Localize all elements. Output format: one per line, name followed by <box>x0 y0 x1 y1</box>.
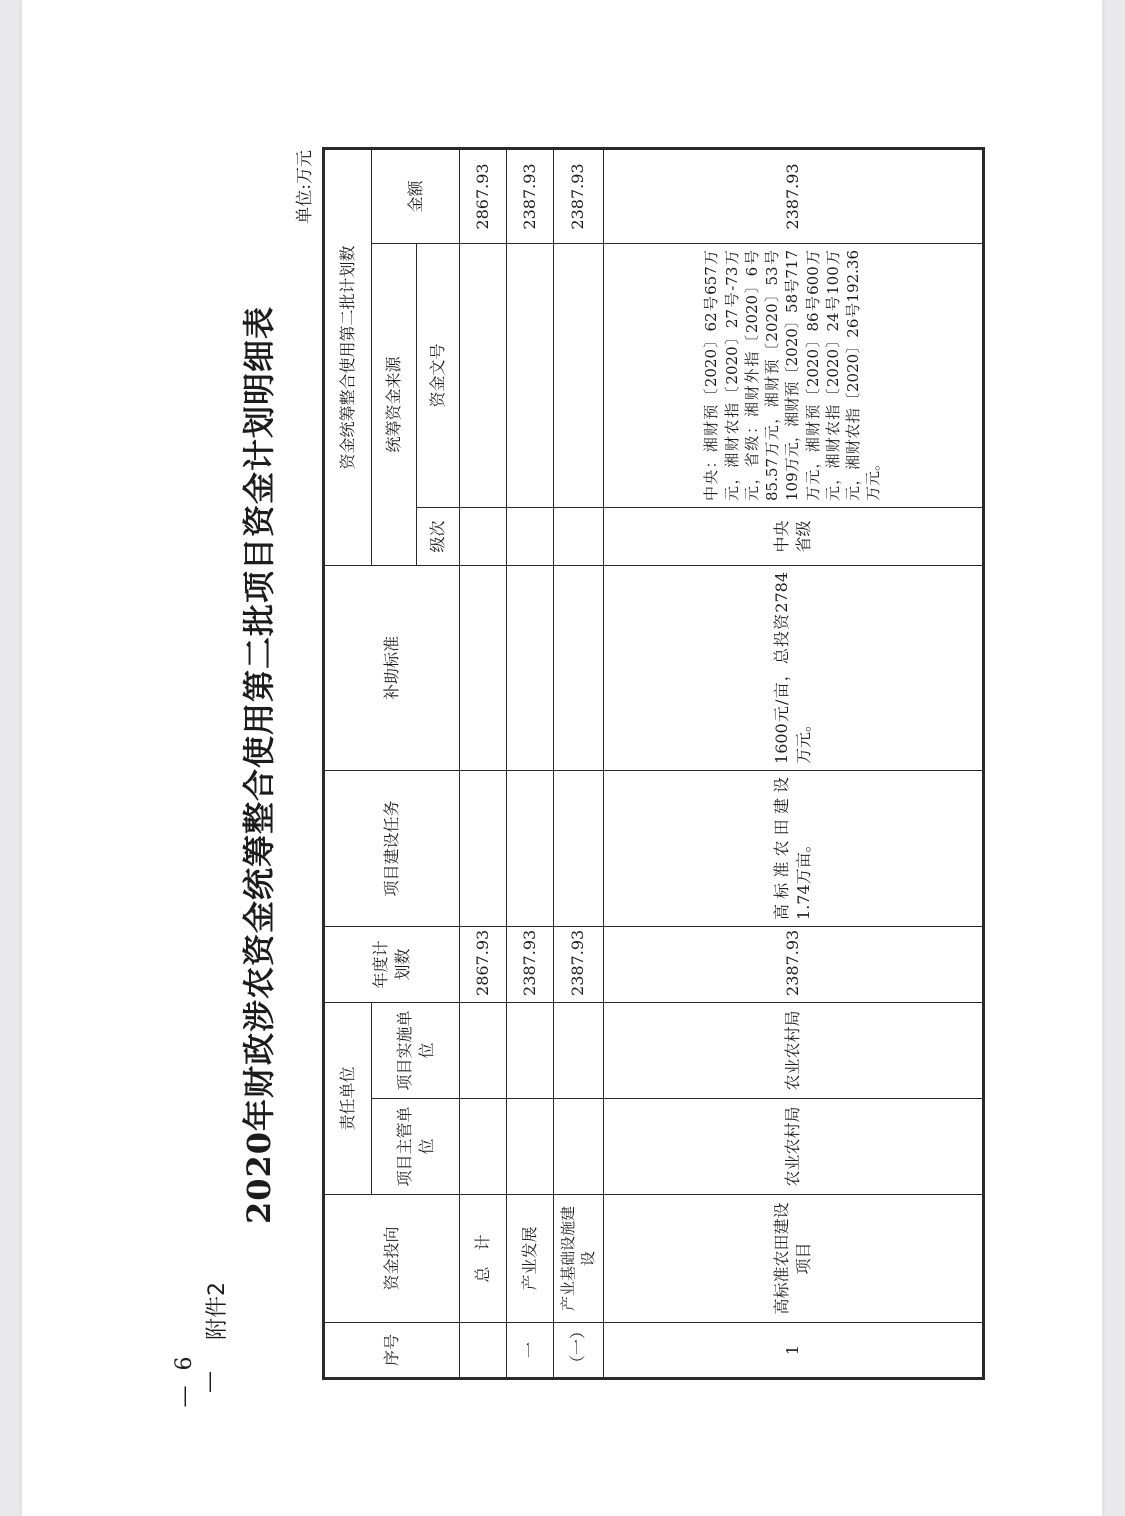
fund-plan-table <box>322 147 985 1380</box>
header-supervisor: 项目主管单位 <box>372 1099 460 1195</box>
cell-amount: 2387.93 <box>507 148 554 243</box>
cell-task <box>460 770 507 926</box>
header-implementer: 项目实施单位 <box>372 1002 460 1098</box>
cell-implementer <box>554 1002 604 1098</box>
cell-seq: （一） <box>554 1323 604 1379</box>
cell-supervisor <box>507 1099 554 1195</box>
cell-level: 中央省级 <box>603 507 983 565</box>
table-row <box>554 148 604 1378</box>
cell-doc-no <box>554 243 604 507</box>
header-integration: 资金统筹整合使用第二批计划数 <box>324 148 372 565</box>
header-task: 项目建设任务 <box>324 770 460 926</box>
header-subsidy: 补助标准 <box>324 565 460 770</box>
cell-implementer <box>460 1002 507 1098</box>
cell-level <box>460 507 507 565</box>
cell-direction: 产业发展 <box>507 1195 554 1323</box>
cell-direction: 高标准农田建设项目 <box>603 1195 983 1323</box>
cell-level <box>554 507 604 565</box>
cell-annual-plan: 2387.93 <box>554 926 604 1002</box>
table-row <box>460 148 507 1378</box>
cell-direction: 产业基础设施建设 <box>554 1195 604 1323</box>
attachment-label: 附件2 <box>205 1282 230 1340</box>
cell-direction: 总 计 <box>460 1195 507 1323</box>
header-direction: 资金投向 <box>324 1195 460 1323</box>
cell-task <box>507 770 554 926</box>
cell-subsidy <box>554 565 604 770</box>
cell-task <box>554 770 604 926</box>
document-title: 2020年财政涉农资金统筹整合使用第二批项目资金计划明细表 <box>240 305 278 1225</box>
cell-doc-no <box>507 243 554 507</box>
unit-label: 单位:万元 <box>295 150 315 224</box>
header-seq: 序号 <box>324 1323 460 1379</box>
document-page <box>22 0 1102 1516</box>
cell-supervisor: 农业农村局 <box>603 1099 983 1195</box>
cell-task: 高标准农田建设1.74万亩。 <box>603 770 983 926</box>
header-level: 级次 <box>417 507 460 565</box>
cell-amount: 2387.93 <box>554 148 604 243</box>
cell-amount: 2387.93 <box>603 148 983 243</box>
cell-doc-no <box>460 243 507 507</box>
cell-annual-plan: 2387.93 <box>603 926 983 1002</box>
cell-subsidy: 1600元/亩，总投资2784万元。 <box>603 565 983 770</box>
header-amount: 金额 <box>372 148 460 243</box>
table-row <box>507 148 554 1378</box>
rotated-page-content <box>172 150 1072 1408</box>
cell-supervisor <box>460 1099 507 1195</box>
cell-seq: 一 <box>507 1323 554 1379</box>
cell-level <box>507 507 554 565</box>
cell-supervisor <box>554 1099 604 1195</box>
header-annual-plan: 年度计划数 <box>324 926 460 1002</box>
page-number: — 6 — <box>172 1352 222 1408</box>
cell-implementer: 农业农村局 <box>603 1002 983 1098</box>
cell-subsidy <box>460 565 507 770</box>
cell-subsidy <box>507 565 554 770</box>
table-row <box>603 148 983 1378</box>
cell-amount: 2867.93 <box>460 148 507 243</box>
header-doc-no: 资金文号 <box>417 243 460 507</box>
cell-doc-no: 中央：湘财预〔2020〕62号657万元，湘财农指〔2020〕27号-73万元，省级：湘财外指〔2020〕6号85.57万元，湘财预〔2020〕53号109万元，湘财预〔2020〕58号717万元，湘财预〔2020〕86号600万元，湘财农指〔2020〕24号100万元，湘财农指〔2020〕26号192.36万元。 <box>603 243 983 507</box>
header-row-1 <box>324 148 372 1378</box>
cell-annual-plan: 2387.93 <box>507 926 554 1002</box>
header-source: 统筹资金来源 <box>372 243 417 565</box>
cell-seq <box>460 1323 507 1379</box>
cell-annual-plan: 2867.93 <box>460 926 507 1002</box>
header-responsible: 责任单位 <box>324 1002 372 1194</box>
cell-seq: 1 <box>603 1323 983 1379</box>
cell-implementer <box>507 1002 554 1098</box>
